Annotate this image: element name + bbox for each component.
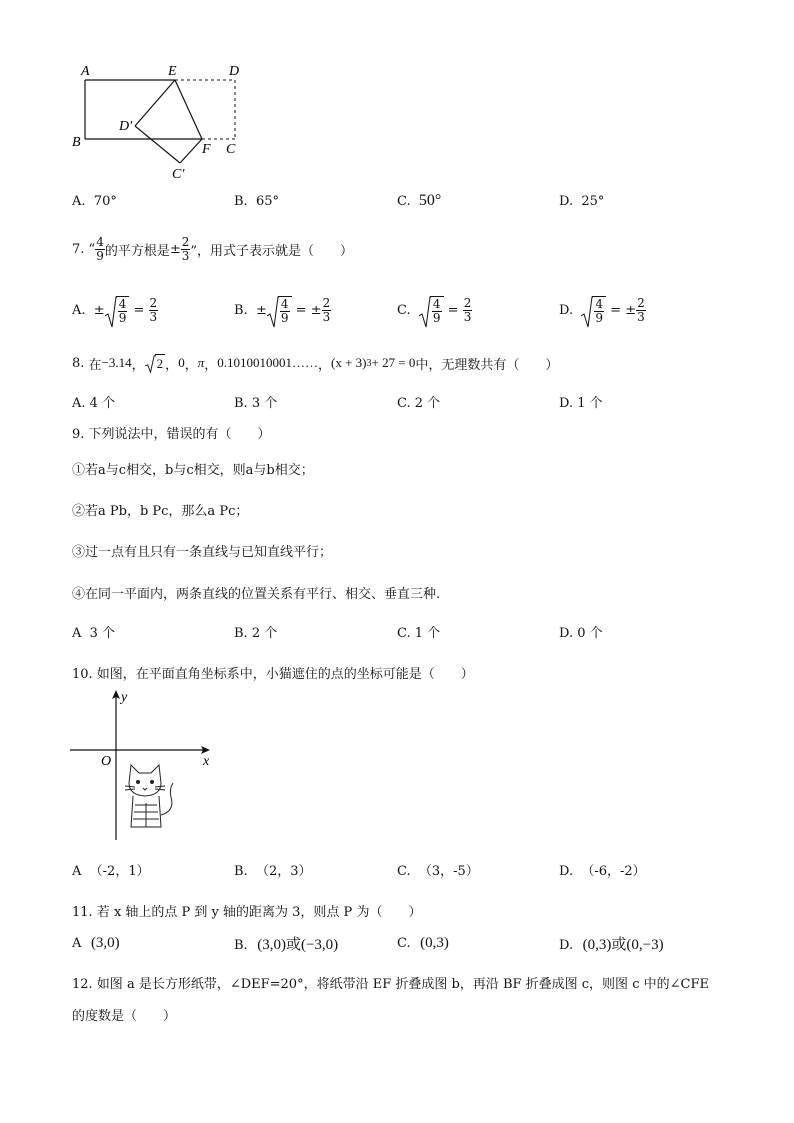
q8-option-b[interactable] (234, 392, 277, 411)
q10-option-d[interactable] (559, 860, 646, 879)
radical-icon (581, 296, 593, 328)
q6-option-b[interactable] (234, 194, 279, 209)
option-text: 2 个 (251, 626, 278, 641)
numerator: 2 (322, 295, 331, 310)
question-number: 8. (72, 355, 85, 371)
q7-option-a[interactable] (72, 292, 158, 328)
q10-option-b[interactable] (234, 860, 312, 879)
question-7 (72, 229, 353, 269)
q11-option-a[interactable] (72, 933, 120, 952)
option-letter: D. (559, 626, 574, 641)
cat-icon (125, 765, 173, 827)
value-pi: π (197, 355, 205, 370)
q9-statement-3: ③过一点有且只有一条直线与已知直线平行； (72, 545, 333, 560)
option-letter: D. (559, 864, 574, 879)
option-letter: A (72, 864, 82, 879)
label-D: D (229, 64, 240, 79)
q8-option-d[interactable] (559, 392, 603, 411)
q10-option-c[interactable] (397, 860, 479, 879)
option-letter: B. (234, 626, 248, 641)
q9-statement-1: ①若a与c相交，b与c相交，则a与b相交； (72, 463, 314, 478)
label-B: B (72, 135, 81, 150)
denominator: 3 (322, 309, 331, 324)
equation-exponent: 3 (366, 357, 372, 369)
option-letter: D. (559, 194, 574, 209)
denominator: 9 (118, 310, 127, 325)
question-10-title: 10. 如图，在平面直角坐标系中，小猫遮住的点的坐标可能是（ ） (72, 667, 474, 682)
q9-option-b[interactable] (234, 622, 277, 641)
numerator: 2 (149, 295, 158, 310)
plus-minus: ± (255, 302, 267, 318)
denominator: 9 (432, 310, 441, 325)
option-text: 65° (255, 194, 279, 209)
separator: ， (317, 357, 331, 373)
separator: ， (184, 357, 198, 373)
option-letter: C. (397, 936, 411, 951)
label-E: E (168, 64, 177, 79)
option-letter: B. (234, 864, 248, 879)
option-letter: A (72, 936, 82, 951)
x-axis-label: x (203, 754, 210, 769)
fraction (149, 297, 159, 324)
radical-icon (145, 354, 156, 374)
option-letter: A. (72, 302, 86, 318)
option-text: 1 个 (414, 626, 441, 641)
label-Cprime: C′ (172, 167, 185, 182)
question-11-title: 11. 若 x 轴上的点 P 到 y 轴的距离为 3，则点 P 为（ ） (72, 905, 422, 920)
fraction (322, 297, 332, 324)
plus-minus: ± (310, 302, 322, 318)
option-letter: A. (72, 396, 86, 411)
plus-minus: ± (93, 302, 105, 318)
option-letter: B. (234, 396, 248, 411)
option-text: （-6，-2） (581, 864, 646, 879)
denominator: 9 (96, 248, 104, 263)
plus-minus: ± (625, 302, 637, 318)
numerator: 2 (637, 295, 645, 310)
y-axis-label: y (121, 690, 128, 705)
numerator: 4 (432, 296, 441, 311)
numerator: 4 (595, 296, 603, 311)
option-text: 3 个 (251, 396, 278, 411)
option-text: 2 个 (414, 396, 441, 411)
option-letter: B. (234, 302, 248, 318)
option-letter: C. (397, 864, 411, 879)
q8-option-a[interactable] (72, 392, 115, 411)
option-text: 3 个 (89, 626, 116, 641)
option-letter: C. (397, 396, 411, 411)
option-letter: B. (234, 194, 248, 209)
q11-option-b[interactable] (234, 933, 338, 954)
label-C: C (226, 142, 236, 157)
value: −3.14 (101, 355, 132, 370)
separator: ， (204, 357, 218, 373)
sqrt (105, 296, 130, 325)
equals: = (447, 302, 459, 318)
option-text: 50° (418, 192, 442, 209)
q7-option-b[interactable] (234, 292, 331, 328)
value: 0.1010010001…… (217, 355, 318, 370)
text: 在 (88, 357, 102, 373)
q9-option-c[interactable] (397, 622, 440, 641)
question-12-line-1: 12. 如图 a 是长方形纸带，∠DEF=20°，将纸带沿 EF 折叠成图 b，再沿 BF 折叠成图 c，则图 c 中的∠CFE (72, 977, 709, 992)
sqrt-2 (145, 354, 166, 372)
option-text: 4 个 (89, 396, 116, 411)
option-text: 1 个 (577, 396, 603, 411)
separator: ， (165, 357, 179, 373)
plus-minus: ± (169, 241, 181, 257)
coordinate-plane-figure (65, 685, 225, 845)
radical-icon (419, 296, 431, 328)
option-text: 25° (581, 194, 605, 209)
option-text: (0,3) (420, 935, 449, 951)
numerator: 2 (181, 234, 190, 249)
value: 0 (178, 355, 185, 370)
option-letter: A (72, 626, 82, 641)
fraction (95, 236, 105, 263)
q10-option-a[interactable] (72, 860, 150, 879)
option-text: (3,0) (90, 935, 120, 951)
q7-option-c[interactable] (397, 292, 472, 328)
denominator: 3 (149, 309, 158, 324)
denominator: 3 (181, 248, 190, 263)
sqrt (267, 296, 292, 325)
q11-option-c[interactable] (397, 933, 449, 952)
option-letter: C. (397, 194, 411, 209)
equals: = (295, 302, 307, 318)
fraction (181, 236, 191, 263)
equation-rest: + 27 = 0 (371, 355, 416, 370)
denominator: 3 (463, 309, 472, 324)
equals: = (610, 302, 622, 318)
radical-icon (267, 296, 279, 328)
fraction (463, 297, 473, 324)
option-letter: D. (559, 938, 574, 953)
q9-option-d[interactable] (559, 622, 603, 641)
text: 中，无理数共有（ ） (415, 357, 559, 373)
fraction (636, 297, 646, 324)
q6-option-c[interactable] (397, 192, 441, 210)
option-text: （-2，1） (89, 864, 150, 879)
option-text: 0 个 (577, 626, 603, 641)
option-text: （3，-5） (418, 864, 479, 879)
label-A: A (81, 64, 90, 79)
q9-statement-4: ④在同一平面内，两条直线的位置关系有平行、相交、垂直三种. (72, 587, 441, 602)
denominator: 3 (637, 309, 645, 324)
q6-option-a[interactable] (72, 194, 117, 209)
equals: = (133, 302, 145, 318)
option-letter: C. (397, 626, 411, 641)
option-text: (0,3)或(0,−3) (582, 937, 664, 953)
sqrt (419, 296, 444, 325)
question-12-line-2: 的度数是（ ） (72, 1009, 177, 1024)
numerator: 4 (118, 296, 127, 311)
equation-base: (x + 3) (331, 355, 367, 370)
option-letter: C. (397, 302, 411, 318)
text: 的平方根是 (104, 243, 170, 259)
fold-figure (60, 58, 260, 188)
option-letter: D. (559, 302, 574, 318)
numerator: 2 (463, 295, 472, 310)
sqrt (581, 296, 606, 325)
radicand: 2 (156, 356, 164, 371)
numerator: 4 (96, 234, 104, 249)
numerator: 4 (280, 296, 289, 311)
q7-option-d[interactable] (559, 292, 646, 328)
denominator: 9 (595, 310, 603, 325)
question-9-title: 9. 下列说法中，错误的有（ ） (72, 427, 271, 442)
q6-option-d[interactable] (559, 194, 604, 209)
option-text: 70° (93, 194, 117, 209)
option-text: (3,0)或(−3,0) (257, 937, 339, 953)
separator: ， (131, 357, 145, 373)
option-letter: B. (234, 938, 248, 953)
option-letter: D. (559, 396, 574, 411)
text: ”，用式子表示就是（ ） (190, 243, 354, 259)
quote: “ (88, 241, 96, 257)
label-Dprime: D′ (119, 119, 133, 134)
q8-option-c[interactable] (397, 392, 440, 411)
option-letter: A. (72, 194, 86, 209)
q9-option-a[interactable] (72, 622, 115, 641)
denominator: 9 (280, 310, 289, 325)
q11-option-d[interactable] (559, 933, 664, 954)
label-F: F (202, 142, 211, 157)
question-number: 7. (72, 241, 85, 257)
radical-icon (105, 296, 117, 328)
option-text: （2，3） (255, 864, 312, 879)
question-8 (72, 350, 558, 376)
origin-label: O (101, 754, 112, 769)
q9-statement-2: ②若a Pb，b Pc，那么a Pc； (72, 504, 249, 519)
